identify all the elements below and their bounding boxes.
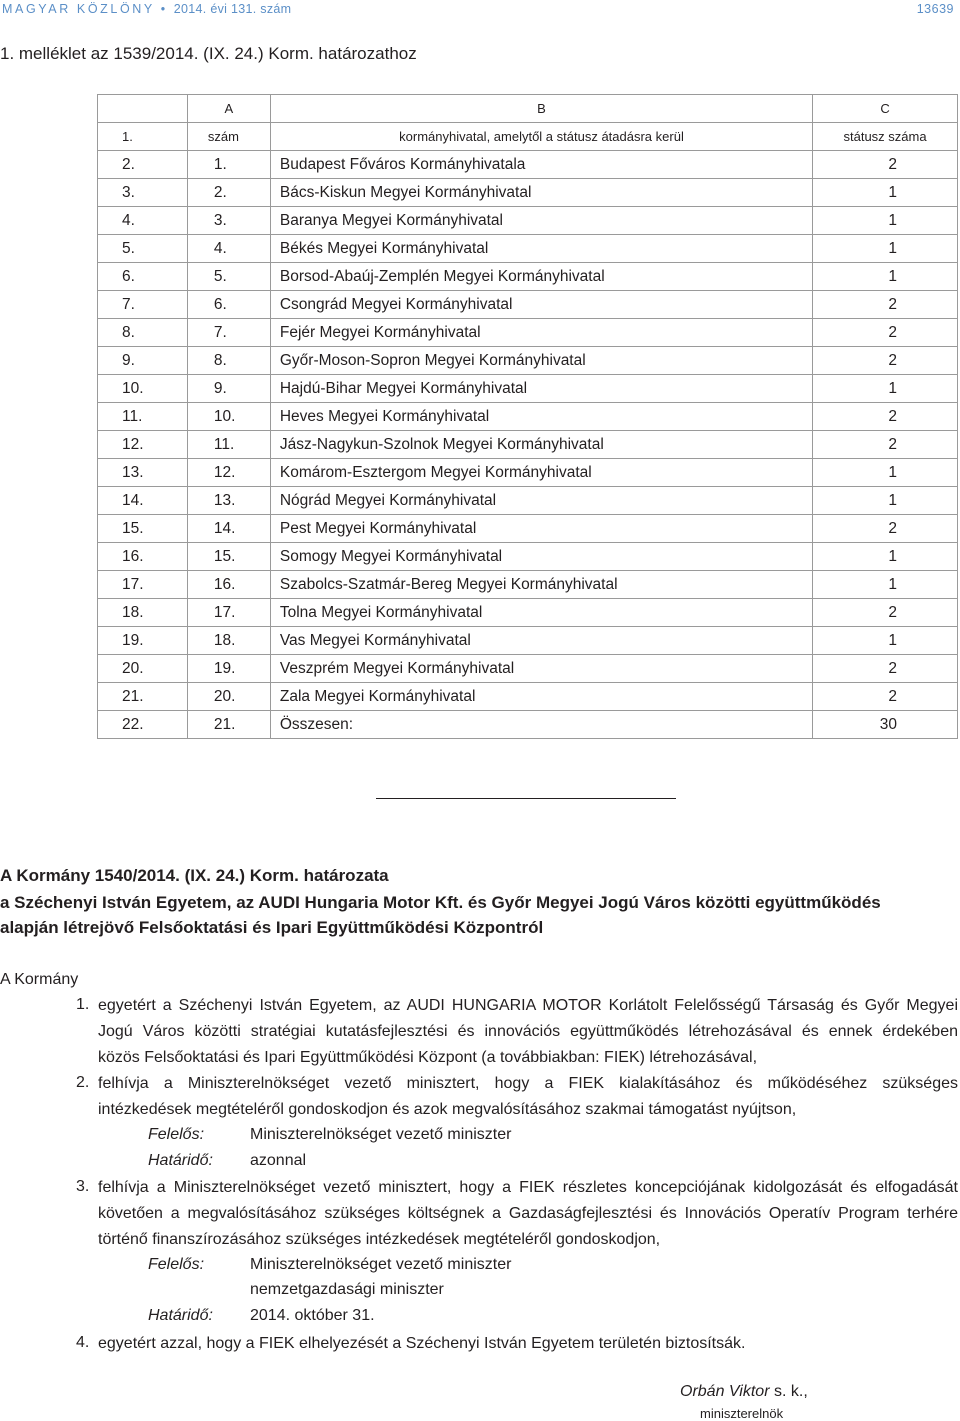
decision-intro: A Kormány (0, 971, 79, 988)
row-number: 2. (98, 151, 188, 179)
status-table-body (98, 95, 958, 739)
row-number: 5. (98, 235, 188, 263)
signatory-role: miniszterelnök (700, 1406, 784, 1421)
table-row (98, 487, 958, 515)
table-row (98, 627, 958, 655)
office-number: 19. (187, 655, 270, 683)
point-2-text (98, 1071, 958, 1123)
table-row (98, 711, 958, 739)
status-count: 2 (813, 347, 958, 375)
point-3-responsible: Miniszterelnökséget vezető miniszter (250, 1256, 512, 1273)
office-name: Komárom-Esztergom Megyei Kormányhivatal (270, 459, 812, 487)
office-number: 8. (187, 347, 270, 375)
point-4-line: egyetért azzal, hogy a FIEK elhelyezését a Széchenyi István Egyetem területén biztosítsák. (98, 1335, 746, 1352)
table-row (98, 207, 958, 235)
office-name: Szabolcs-Szatmár-Bereg Megyei Kormányhivatal (270, 571, 812, 599)
column-letter-b: B (270, 95, 812, 123)
point-2-line: felhívja a Miniszterelnökséget vezető minisztert, hogy a FIEK kialakításához és működéséhez szükséges (98, 1075, 958, 1092)
row-number: 16. (98, 543, 188, 571)
office-number: 18. (187, 627, 270, 655)
column-letter-a: A (187, 95, 270, 123)
table-row (98, 655, 958, 683)
office-number: 15. (187, 543, 270, 571)
table-row (98, 319, 958, 347)
table-row (98, 431, 958, 459)
issue-number: 2014. évi 131. szám (173, 2, 292, 16)
status-count: 1 (813, 235, 958, 263)
point-1-number: 1. (76, 996, 90, 1013)
point-1-line: Jogú Város közötti stratégiai kutatásfejlesztési és innovációs együttműködés létrehozásával és ennek érdekében (98, 1023, 958, 1040)
row-number: 7. (98, 291, 188, 319)
row-number: 8. (98, 319, 188, 347)
status-count: 2 (813, 291, 958, 319)
status-count: 30 (813, 711, 958, 739)
point-2-deadline-label: Határidő: (148, 1152, 213, 1169)
point-3-line: követően a megvalósításához szükséges költségnek a Gazdaságfejlesztési és Innovációs Operatív Program terhére (98, 1205, 958, 1222)
signature-suffix: s. k., (769, 1383, 808, 1400)
point-2-responsible-label: Felelős: (148, 1126, 205, 1143)
table-row (98, 599, 958, 627)
office-number: 14. (187, 515, 270, 543)
table-row (98, 179, 958, 207)
office-name: Veszprém Megyei Kormányhivatal (270, 655, 812, 683)
office-name: Összesen: (270, 711, 812, 739)
office-name: Bács-Kiskun Megyei Kormányhivatal (270, 179, 812, 207)
status-count: 1 (813, 375, 958, 403)
status-count: 1 (813, 571, 958, 599)
row-number: 1. (98, 123, 188, 151)
decision-subject-line-2: alapján létrejövő Felsőoktatási és Ipari Együttműködési Központról (0, 918, 544, 937)
office-name: Tolna Megyei Kormányhivatal (270, 599, 812, 627)
header-number: szám (187, 123, 270, 151)
row-number: 22. (98, 711, 188, 739)
office-number: 7. (187, 319, 270, 347)
status-count: 2 (813, 431, 958, 459)
office-number: 11. (187, 431, 270, 459)
office-number: 4. (187, 235, 270, 263)
row-number: 21. (98, 683, 188, 711)
office-name: Zala Megyei Kormányhivatal (270, 683, 812, 711)
table-header-row (98, 123, 958, 151)
row-number: 4. (98, 207, 188, 235)
office-name: Vas Megyei Kormányhivatal (270, 627, 812, 655)
header-count: státusz száma (813, 123, 958, 151)
separator-line (376, 798, 676, 799)
row-number: 14. (98, 487, 188, 515)
status-count: 1 (813, 207, 958, 235)
office-name: Nógrád Megyei Kormányhivatal (270, 487, 812, 515)
column-letter-row (98, 95, 958, 123)
table-row (98, 571, 958, 599)
header-office: kormányhivatal, amelytől a státusz átadásra kerül (270, 123, 812, 151)
status-count: 2 (813, 683, 958, 711)
status-count: 2 (813, 655, 958, 683)
status-count: 1 (813, 487, 958, 515)
office-name: Borsod-Abaúj-Zemplén Megyei Kormányhivatal (270, 263, 812, 291)
office-name: Jász-Nagykun-Szolnok Megyei Kormányhivatal (270, 431, 812, 459)
point-1-line: közös Felsőoktatási és Ipari Együttműködési Központ (a továbbiakban: FIEK) létrehozásával, (98, 1049, 758, 1066)
row-number: 9. (98, 347, 188, 375)
row-number: 18. (98, 599, 188, 627)
point-3-text (98, 1175, 958, 1253)
page-header (2, 0, 954, 20)
table-row (98, 291, 958, 319)
journal-header (2, 2, 291, 16)
status-count: 1 (813, 627, 958, 655)
row-number: 10. (98, 375, 188, 403)
table-row (98, 683, 958, 711)
point-1-line: egyetért a Széchenyi István Egyetem, az AUDI HUNGARIA MOTOR Korlátolt Felelősségű Társaság és Győr Megyei (98, 997, 958, 1014)
status-count: 2 (813, 319, 958, 347)
status-count: 1 (813, 459, 958, 487)
status-count: 1 (813, 543, 958, 571)
point-2-line: intézkedések megtételéről gondoskodjon és azok megvalósításához szakmai támogatást nyújtson, (98, 1101, 797, 1118)
point-3-responsible-2: nemzetgazdasági miniszter (250, 1281, 444, 1298)
point-4-text (98, 1331, 958, 1357)
point-3-number: 3. (76, 1178, 90, 1195)
office-number: 2. (187, 179, 270, 207)
office-number: 9. (187, 375, 270, 403)
signature (680, 1383, 808, 1401)
table-corner (98, 95, 188, 123)
point-3-deadline-label: Határidő: (148, 1307, 213, 1324)
point-2-number: 2. (76, 1074, 90, 1091)
status-count: 1 (813, 263, 958, 291)
table-row (98, 375, 958, 403)
row-number: 19. (98, 627, 188, 655)
status-count: 2 (813, 403, 958, 431)
page-number: 13639 (916, 2, 954, 16)
table-row (98, 347, 958, 375)
table-row (98, 515, 958, 543)
office-name: Fejér Megyei Kormányhivatal (270, 319, 812, 347)
office-number: 5. (187, 263, 270, 291)
point-2-deadline: azonnal (250, 1152, 307, 1169)
office-name: Heves Megyei Kormányhivatal (270, 403, 812, 431)
office-name: Hajdú-Bihar Megyei Kormányhivatal (270, 375, 812, 403)
journal-name: MAGYAR KÖZLÖNY (2, 2, 155, 16)
row-number: 20. (98, 655, 188, 683)
office-name: Békés Megyei Kormányhivatal (270, 235, 812, 263)
row-number: 13. (98, 459, 188, 487)
point-2-responsible: Miniszterelnökséget vezető miniszter (250, 1126, 512, 1143)
table-row (98, 403, 958, 431)
decision-subject-line-1: a Széchenyi István Egyetem, az AUDI Hungaria Motor Kft. és Győr Megyei Jogú Város közötti együttműködés (0, 893, 881, 912)
table-row (98, 263, 958, 291)
office-name: Budapest Főváros Kormányhivatala (270, 151, 812, 179)
office-number: 10. (187, 403, 270, 431)
signatory-name: Orbán Viktor (680, 1383, 770, 1400)
office-name: Csongrád Megyei Kormányhivatal (270, 291, 812, 319)
office-number: 16. (187, 571, 270, 599)
column-letter-c: C (813, 95, 958, 123)
table-row (98, 459, 958, 487)
annex-title: 1. melléklet az 1539/2014. (IX. 24.) Korm. határozathoz (0, 44, 417, 63)
office-name: Győr-Moson-Sopron Megyei Kormányhivatal (270, 347, 812, 375)
office-number: 3. (187, 207, 270, 235)
row-number: 17. (98, 571, 188, 599)
decision-title: A Kormány 1540/2014. (IX. 24.) Korm. határozata (0, 866, 389, 885)
row-number: 3. (98, 179, 188, 207)
office-number: 1. (187, 151, 270, 179)
office-number: 6. (187, 291, 270, 319)
status-count: 2 (813, 515, 958, 543)
status-count: 2 (813, 151, 958, 179)
status-count: 1 (813, 179, 958, 207)
row-number: 6. (98, 263, 188, 291)
office-number: 20. (187, 683, 270, 711)
point-1-text (98, 993, 958, 1071)
bullet: • (160, 2, 168, 16)
row-number: 15. (98, 515, 188, 543)
point-3-deadline: 2014. október 31. (250, 1307, 375, 1324)
row-number: 11. (98, 403, 188, 431)
status-table (97, 94, 958, 739)
point-3-line: felhívja a Miniszterelnökséget vezető minisztert, hogy a FIEK részletes koncepciójának kidolgozását és elfogadását (98, 1179, 958, 1196)
office-name: Somogy Megyei Kormányhivatal (270, 543, 812, 571)
office-number: 17. (187, 599, 270, 627)
point-3-line: történő finanszírozásához szükséges intézkedések megtételéről gondoskodjon, (98, 1231, 661, 1248)
office-number: 13. (187, 487, 270, 515)
table-row (98, 543, 958, 571)
point-3-responsible-label: Felelős: (148, 1256, 205, 1273)
status-count: 2 (813, 599, 958, 627)
row-number: 12. (98, 431, 188, 459)
point-4-number: 4. (76, 1334, 90, 1351)
table-row (98, 235, 958, 263)
office-name: Baranya Megyei Kormányhivatal (270, 207, 812, 235)
office-name: Pest Megyei Kormányhivatal (270, 515, 812, 543)
office-number: 12. (187, 459, 270, 487)
table-row (98, 151, 958, 179)
office-number: 21. (187, 711, 270, 739)
